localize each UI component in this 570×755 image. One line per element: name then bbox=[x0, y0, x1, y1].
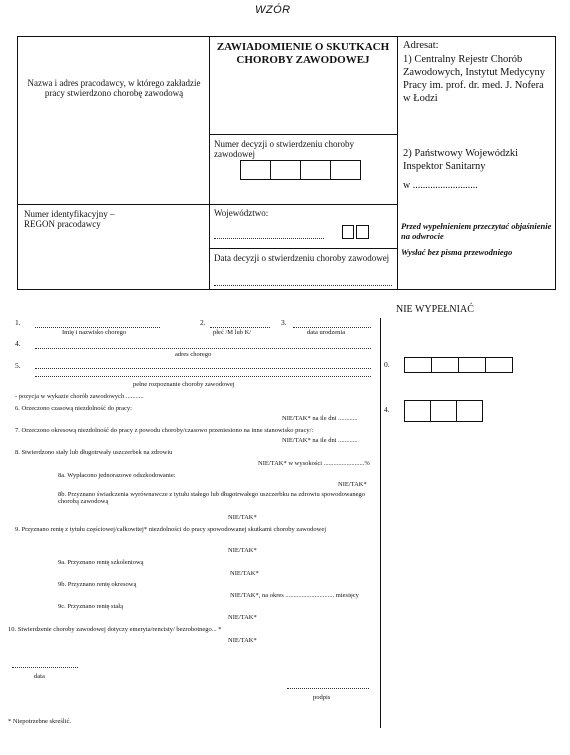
decision-date-label: Data decyzji o stwierdzeniu choroby zawodowej bbox=[214, 253, 390, 263]
addressee-2-w: w .......................... bbox=[403, 180, 478, 191]
item-3-number: 3. bbox=[281, 318, 287, 327]
right-field-0-label: 0. bbox=[384, 360, 390, 369]
item-8-answer[interactable]: NIE/TAK* w wysokości .........................% bbox=[258, 460, 370, 467]
addressee-2: 2) Państwowy Wojewódzki Inspektor Sanitarny bbox=[403, 148, 519, 172]
addressee-label: Adresat: bbox=[403, 40, 439, 51]
item-9b-answer[interactable]: NIE/TAK*, na okres .............................. miesięcy bbox=[230, 592, 359, 599]
decision-number-label: Numer decyzji o stwierdzeniu choroby zawodowej bbox=[214, 139, 354, 160]
signature-label: podpis bbox=[313, 694, 331, 701]
item-7-label: 7. Orzeczono okresową niezdolność do pracy z powodu choroby/czasowo przeniesiono na inne stanowisko pracy/: bbox=[15, 427, 314, 434]
item-9b-label: 9b. Przyznano rentę okresową bbox=[58, 581, 137, 588]
item-4-number: 4. bbox=[15, 339, 21, 348]
signature-field[interactable] bbox=[287, 688, 369, 689]
date-label: data bbox=[34, 673, 45, 680]
item-8a-answer[interactable]: NIE/TAK* bbox=[338, 481, 367, 488]
item-9a-answer[interactable]: NIE/TAK* bbox=[230, 570, 259, 577]
item-7-answer[interactable]: NIE/TAK* na ile dni ............ bbox=[282, 437, 358, 444]
note-send: Wysłać bez pisma przewodniego bbox=[401, 247, 513, 257]
sex-field[interactable] bbox=[210, 327, 270, 328]
voivodeship-label: Województwo: bbox=[214, 208, 269, 218]
nie-wypelniac-label: NIE WYPEŁNIAĆ bbox=[396, 304, 474, 315]
note-read-instructions: Przed wypełnieniem przeczytać objaśnienie na odwrocie bbox=[401, 221, 552, 241]
item-9-answer[interactable]: NIE/TAK* bbox=[228, 547, 257, 554]
right-field-0-cells[interactable] bbox=[405, 357, 513, 373]
item-6-answer[interactable]: NIE/TAK* na ile dni ............ bbox=[282, 415, 358, 422]
sex-label: płeć /M lub K/ bbox=[213, 329, 252, 336]
item-9c-answer[interactable]: NIE/TAK* bbox=[228, 614, 257, 621]
right-field-4-cells[interactable] bbox=[405, 400, 483, 422]
voivodeship-cells[interactable] bbox=[343, 225, 369, 239]
item-9a-label: 9a. Przyznano rentę szkoleniową bbox=[58, 559, 144, 566]
item-5-number: 5. bbox=[15, 361, 21, 370]
birth-date-label: data urodzenia bbox=[307, 329, 346, 336]
birth-date-field[interactable] bbox=[293, 327, 371, 328]
addressee-1: 1) Centralny Rejestr Chorób Zawodowych, Instytut Medycyny Pracy im. prof. dr. med. J. Nofera w Łodzi bbox=[403, 54, 546, 104]
address-label: adres chorego bbox=[175, 351, 212, 358]
regon-label: Numer identyfikacyjny – REGON pracodawcy bbox=[24, 209, 115, 230]
item-6-label: 6. Orzeczono czasową niezdolność do pracy: bbox=[15, 405, 132, 412]
diagnosis-field-line-2[interactable] bbox=[35, 376, 371, 377]
right-field-4-label: 4. bbox=[384, 405, 390, 414]
item-2-number: 2. bbox=[200, 318, 206, 327]
employer-name-label: Nazwa i adres pracodawcy, w którego zakładzie pracy stwierdzono chorobę zawodową bbox=[27, 78, 201, 99]
decision-number-cells[interactable] bbox=[241, 160, 361, 180]
item-8b-label: 8b. Przyznano świadczenia wyrównawcze z tytułu stałego lub długotrwałego uszczerbku na zdrowiu spowodowanego chorobą zawodową bbox=[58, 491, 366, 506]
item-8a-label: 8a. Wypłacono jednorazowe odszkodowanie: bbox=[58, 472, 176, 479]
item-8-label: 8. Stwierdzono stały lub długotrwały uszczerbek na zdrowiu bbox=[15, 449, 173, 456]
item-10-answer[interactable]: NIE/TAK* bbox=[228, 637, 257, 644]
patient-name-label: Imię i nazwisko chorego bbox=[62, 329, 127, 336]
diagnosis-field-line-1[interactable] bbox=[35, 368, 371, 369]
footnote: * Niepotrzebne skreślić. bbox=[8, 718, 71, 725]
item-1-number: 1. bbox=[15, 318, 21, 327]
diagnosis-label: pełne rozpoznanie choroby zawodowej bbox=[133, 381, 235, 388]
item-10-label: 10. Stwierdzenie choroby zawodowej dotyczy emeryta/rencisty/ bezrobotnego... * bbox=[8, 626, 222, 633]
wzor-label: WZÓR bbox=[255, 4, 291, 16]
item-9c-label: 9c. Przyznano rentę stałą bbox=[58, 603, 123, 610]
item-9-label: 9. Przyznano rentę z tytułu częściowej/całkowitej* niezdolności do pracy spowodowanej skutkami choroby zawodowej bbox=[15, 526, 327, 533]
disease-list-position: - pozycja w wykazie chorób zawodowych ........... bbox=[15, 393, 144, 400]
date-field[interactable] bbox=[12, 667, 78, 668]
address-field[interactable] bbox=[35, 348, 371, 349]
form-title: ZAWIADOMIENIE O SKUTKACH CHOROBY ZAWODOWEJ bbox=[216, 41, 390, 67]
patient-name-field[interactable] bbox=[35, 327, 160, 328]
item-8b-answer[interactable]: NIE/TAK* bbox=[228, 514, 257, 521]
